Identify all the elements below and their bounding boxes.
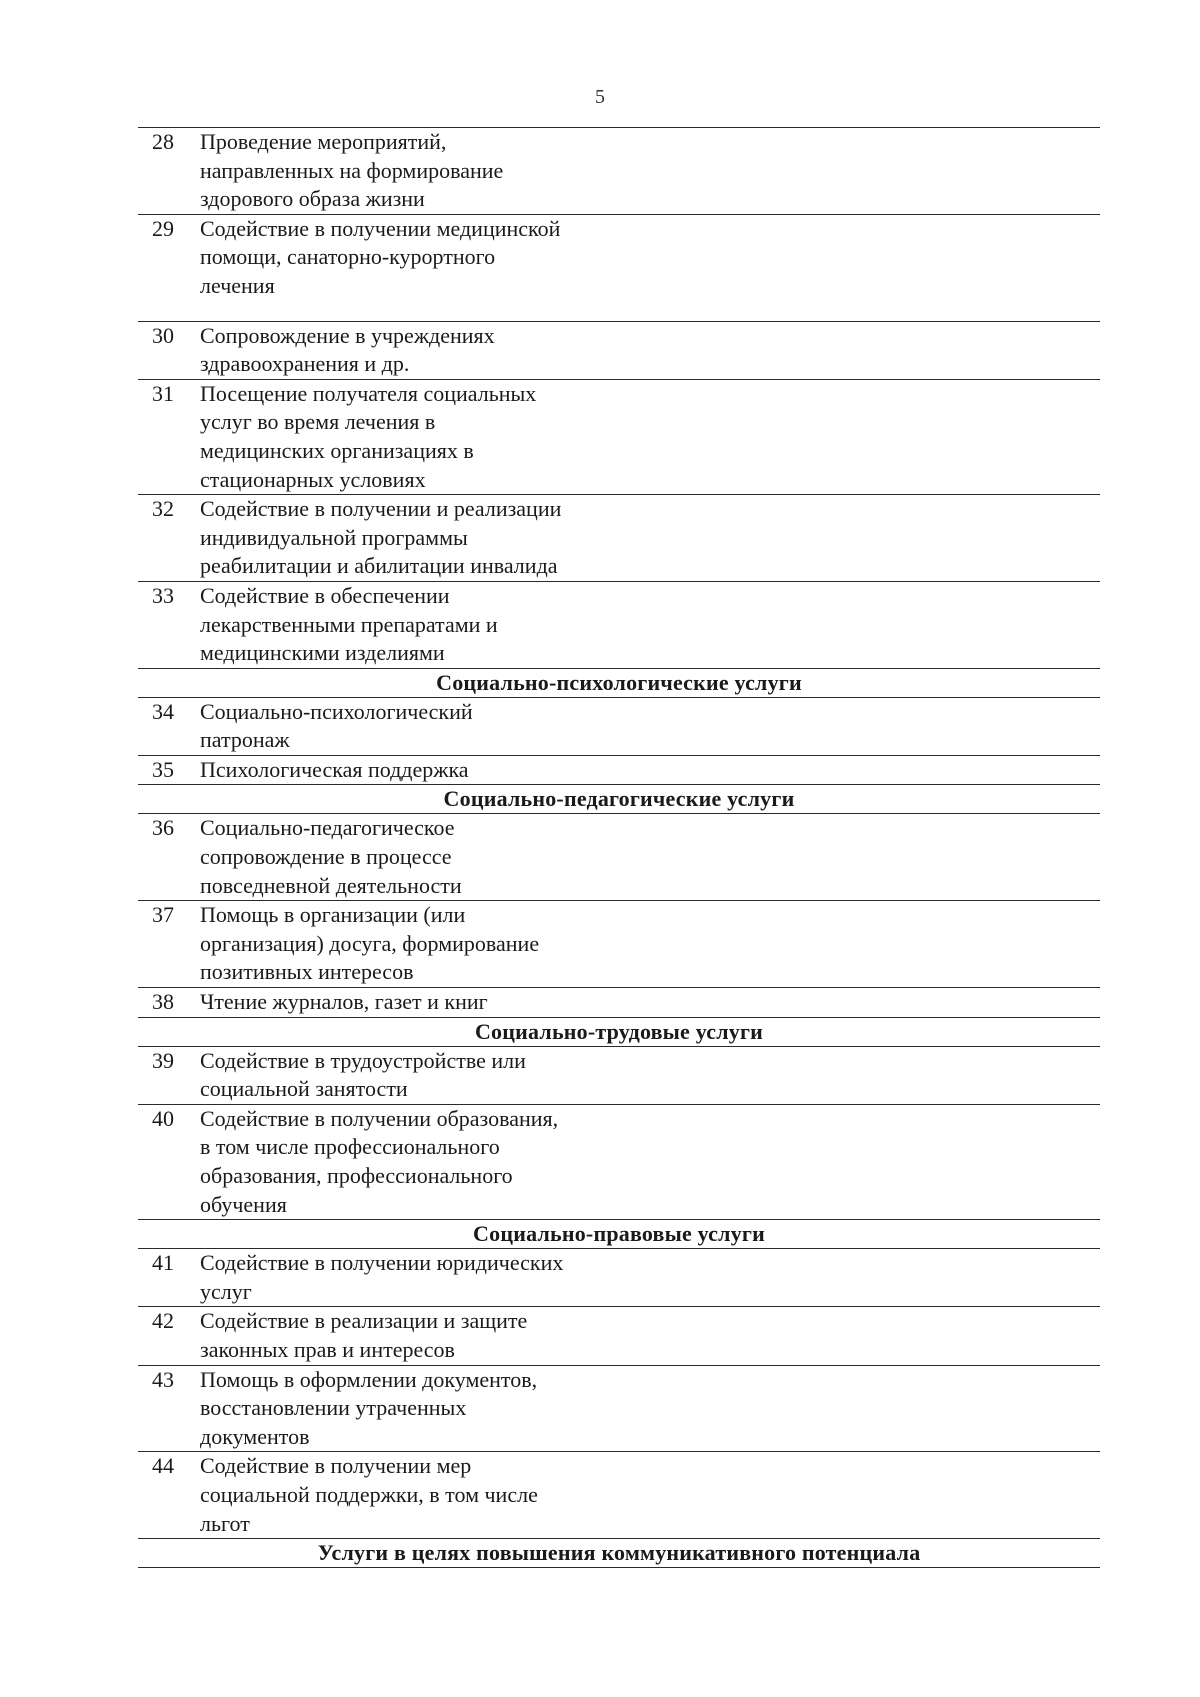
service-name-line: Социально-педагогическое — [200, 815, 455, 841]
service-name-line: позитивных интересов — [200, 959, 414, 985]
row-number: 33 — [152, 582, 174, 608]
service-name-line: услуг во время лечения в — [200, 409, 436, 435]
service-name-line: социальной занятости — [200, 1076, 408, 1102]
row-number: 36 — [152, 815, 174, 841]
page-number: 5 — [595, 86, 605, 108]
table-row — [138, 1307, 1100, 1365]
section-header: Социально-правовые услуги — [138, 1220, 1100, 1249]
row-number: 38 — [152, 989, 174, 1015]
table-row — [138, 322, 1100, 380]
row-number: 32 — [152, 496, 174, 522]
table-row — [138, 582, 1100, 669]
service-name-line: Содействие в получении образования, — [200, 1105, 559, 1131]
service-name-line: направленных на формирование — [200, 157, 504, 183]
table-row — [138, 495, 1100, 582]
service-name — [196, 901, 620, 987]
service-name-line: Психологическая поддержка — [200, 756, 469, 782]
table-row — [138, 1452, 1100, 1539]
service-name-line: Посещение получателя социальных — [200, 380, 537, 406]
section-header: Социально-психологические услуги — [138, 669, 1100, 698]
table-row — [138, 127, 1100, 215]
service-name — [196, 495, 620, 581]
service-name-line: Помощь в оформлении документов, — [200, 1366, 538, 1392]
services-table — [138, 127, 1100, 1568]
service-name-line: лечения — [200, 272, 275, 298]
section-header: Социально-трудовые услуги — [138, 1018, 1100, 1047]
service-name-line: Содействие в обеспечении — [200, 582, 450, 608]
service-name-line: сопровождение в процессе — [200, 844, 452, 870]
service-name-line: здравоохранения и др. — [200, 351, 410, 377]
table-row — [138, 756, 1100, 786]
service-name-line: реабилитации и абилитации инвалида — [200, 553, 558, 579]
row-number: 34 — [152, 698, 174, 724]
service-name-line: обучения — [200, 1191, 287, 1217]
service-name — [196, 1452, 620, 1538]
service-name — [196, 1047, 620, 1104]
service-name-line: индивидуальной программы — [200, 524, 468, 550]
row-number: 31 — [152, 380, 174, 406]
service-name-line: Содействие в получении и реализации — [200, 496, 562, 522]
service-name-line: Содействие в получении мер — [200, 1453, 472, 1479]
service-name-line: в том числе профессионального — [200, 1134, 500, 1160]
row-number: 42 — [152, 1308, 174, 1334]
service-name-line: льгот — [200, 1510, 250, 1536]
service-name — [196, 322, 620, 379]
service-name-line: Социально-психологический — [200, 698, 473, 724]
row-number: 35 — [152, 756, 174, 782]
service-name — [196, 814, 620, 900]
service-name-line: услуг — [200, 1278, 252, 1304]
service-name-line: медицинскими изделиями — [200, 640, 445, 666]
service-name-line: Содействие в реализации и защите — [200, 1308, 528, 1334]
table-row — [138, 1047, 1100, 1105]
section-header: Услуги в целях повышения коммуникативного потенциала — [138, 1539, 1100, 1568]
row-number: 28 — [152, 129, 174, 154]
table-row — [138, 215, 1100, 322]
table-row — [138, 698, 1100, 756]
row-number: 37 — [152, 902, 174, 928]
table-row — [138, 1249, 1100, 1307]
table-row — [138, 1366, 1100, 1453]
service-name — [196, 698, 620, 755]
table-row — [138, 380, 1100, 495]
service-name-line: законных прав и интересов — [200, 1336, 455, 1362]
row-number: 43 — [152, 1366, 174, 1392]
service-name-line: Помощь в организации (или — [200, 902, 466, 928]
service-name-line: Проведение мероприятий, — [200, 129, 447, 154]
service-name — [196, 1249, 620, 1306]
service-name-line: документов — [200, 1423, 310, 1449]
service-name — [196, 1105, 620, 1219]
section-header: Социально-педагогические услуги — [138, 785, 1100, 814]
row-number: 41 — [152, 1250, 174, 1276]
service-name-line: образования, профессионального — [200, 1163, 513, 1188]
service-name-line: здорового образа жизни — [200, 186, 425, 212]
service-name-line: восстановлении утраченных — [200, 1395, 467, 1421]
service-name — [196, 1366, 620, 1452]
row-number: 30 — [152, 322, 174, 348]
service-name — [196, 582, 620, 668]
service-name-line: повседневной деятельности — [200, 872, 462, 898]
service-name-line: стационарных условиях — [200, 466, 426, 492]
service-name-line: Содействие в получении медицинской — [200, 215, 561, 241]
service-name — [196, 215, 620, 321]
service-name — [196, 128, 620, 214]
service-name — [196, 988, 620, 1017]
service-name-line: помощи, санаторно-курортного — [200, 244, 496, 270]
service-name-line: Чтение журналов, газет и книг — [200, 989, 488, 1015]
row-number: 29 — [152, 215, 174, 241]
service-name-line: социальной поддержки, в том числе — [200, 1481, 538, 1507]
service-name-line: Содействие в получении юридических — [200, 1250, 564, 1276]
service-name-line: медицинских организациях в — [200, 437, 474, 463]
service-name-line: организация) досуга, формирование — [200, 930, 540, 956]
table-row — [138, 814, 1100, 901]
table-row — [138, 988, 1100, 1018]
row-number: 39 — [152, 1047, 174, 1073]
table-row — [138, 1105, 1100, 1220]
table-row — [138, 901, 1100, 988]
row-number: 44 — [152, 1453, 174, 1479]
service-name — [196, 756, 620, 785]
service-name-line: патронаж — [200, 727, 290, 753]
service-name-line: Сопровождение в учреждениях — [200, 322, 495, 348]
service-name-line: лекарственными препаратами и — [200, 611, 498, 637]
service-name — [196, 380, 620, 494]
row-number: 40 — [152, 1105, 174, 1131]
service-name — [196, 1307, 620, 1364]
service-name-line: Содействие в трудоустройстве или — [200, 1047, 526, 1073]
